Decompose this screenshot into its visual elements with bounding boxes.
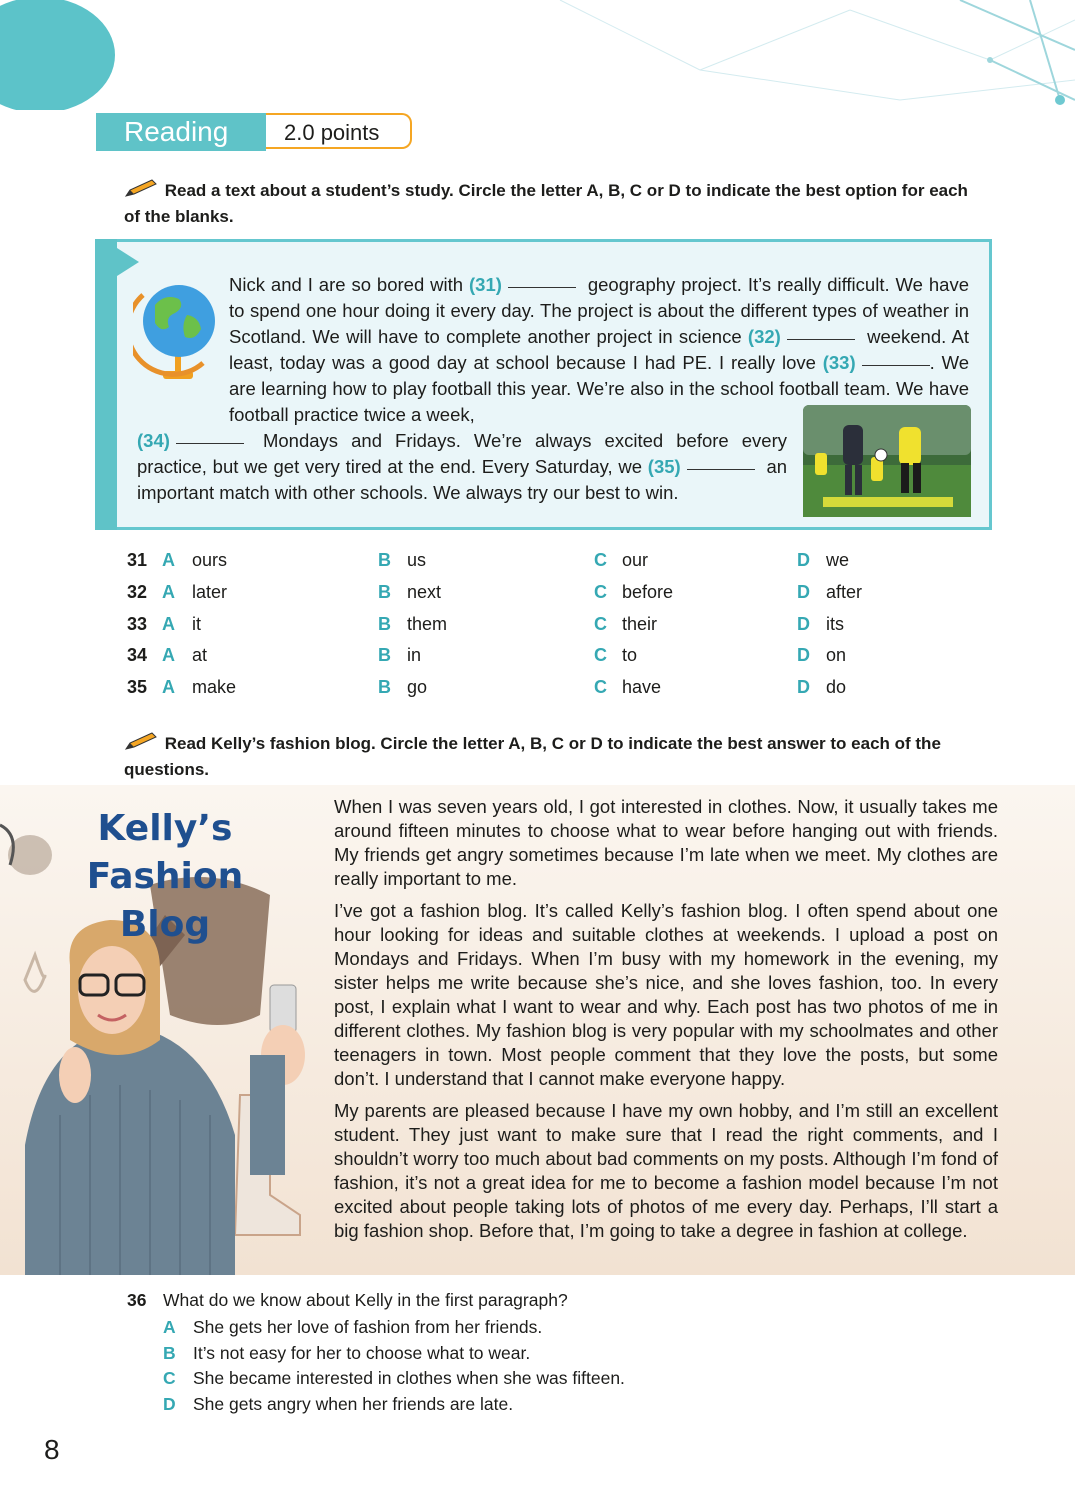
part1-instruction-block xyxy=(124,178,984,230)
question-number: 32 xyxy=(127,582,148,602)
reading-box-arrow xyxy=(117,248,139,276)
blog-paragraph-3: My parents are pleased because I have my own hobby, and I’m still an excellent student. They just want to make sure that I read the right comments, and I shouldn’t worry too much about bad comments on my posts. Although I’m fond of fashion, it’s not a great idea for me to become a fashion model because I’m not excited about people taking lots of photos of me every day. Perhaps, I’ll start a big fashion shop. Before that, I’m going to take a degree in fashion at college. xyxy=(334,1100,998,1241)
passage-bottom xyxy=(137,428,787,506)
option-text: our xyxy=(622,550,649,570)
section-points: 2.0 points xyxy=(266,113,412,149)
globe-icon xyxy=(133,275,221,385)
option-text: next xyxy=(407,582,442,602)
option-letter-c[interactable]: C xyxy=(594,645,607,665)
question-number: 33 xyxy=(127,614,148,634)
option-text: on xyxy=(826,645,847,665)
blank-34-label: (34) xyxy=(137,430,170,451)
answer-36-b[interactable]: B It’s not easy for her to choose what to wear. xyxy=(163,1343,531,1363)
blank-33[interactable] xyxy=(862,364,930,366)
option-letter-d[interactable]: D xyxy=(797,614,810,634)
question-number: 31 xyxy=(127,550,148,570)
blank-32-label: (32) xyxy=(747,326,781,347)
option-text: their xyxy=(622,614,658,634)
part2-instruction: Read Kelly’s fashion blog. Circle the letter A, B, C or D to indicate the best answer to each of the questions. xyxy=(124,734,941,779)
part2-instruction-block xyxy=(124,731,984,783)
answer-36-a[interactable]: A She gets her love of fashion from her friends. xyxy=(163,1317,543,1337)
blank-32[interactable] xyxy=(787,338,855,340)
option-text: do xyxy=(826,677,847,697)
option-text: in xyxy=(407,645,422,665)
option-letter-d[interactable]: D xyxy=(797,645,810,665)
answer-36-d[interactable]: D She gets angry when her friends are late. xyxy=(163,1394,514,1414)
answer-36-c[interactable]: C She became interested in clothes when she was fifteen. xyxy=(163,1368,625,1388)
option-letter-d[interactable]: D xyxy=(797,582,810,602)
option-letter-a[interactable]: A xyxy=(162,614,175,634)
question-36 xyxy=(127,1290,568,1311)
blog-title xyxy=(60,805,270,949)
blank-33-label: (33) xyxy=(822,352,856,373)
blank-31[interactable] xyxy=(508,286,576,288)
option-text: later xyxy=(192,582,228,602)
option-text: before xyxy=(622,582,674,602)
option-text: its xyxy=(826,614,844,634)
option-text: them xyxy=(407,614,448,634)
blank-35[interactable] xyxy=(687,468,755,470)
option-letter-a[interactable]: A xyxy=(162,550,175,570)
pencil-icon xyxy=(124,178,160,198)
option-letter-b[interactable]: B xyxy=(378,614,391,634)
passage-text-1: Nick and I are so bored with xyxy=(229,274,464,295)
option-letter-c[interactable]: C xyxy=(594,582,607,602)
option-text: go xyxy=(407,677,428,697)
blog-paragraph-1: When I was seven years old, I got interested in clothes. Now, it usually takes me around fifteen minutes to choose what to wear before hanging out with friends. My friends get angry sometimes because I’m late when we meet. My clothes are really important to me. xyxy=(334,796,998,889)
option-letter-c[interactable]: C xyxy=(594,550,607,570)
option-letter-c[interactable]: C xyxy=(594,614,607,634)
option-letter-b[interactable]: B xyxy=(378,677,391,697)
pencil-icon xyxy=(124,731,160,751)
blank-31-label: (31) xyxy=(469,274,502,295)
passage-text-2: geography project. It’s really difficult. We have to spend one hour doing it every day. The project is about the different types of weather in Scotland. We will have to complete another project in science xyxy=(229,274,969,347)
option-text: we xyxy=(826,550,850,570)
option-letter-b[interactable]: B xyxy=(378,550,391,570)
blog-title-line2: Fashion Blog xyxy=(86,856,244,945)
part1-instruction: Read a text about a student’s study. Circle the letter A, B, C or D to indicate the best option for each of the blanks. xyxy=(124,181,968,226)
option-letter-b[interactable]: B xyxy=(378,645,391,665)
football-practice-photo xyxy=(803,405,971,517)
blank-35-label: (35) xyxy=(647,456,681,477)
section-title: Reading xyxy=(96,113,266,151)
option-text: at xyxy=(192,645,208,665)
passage-text-4: . We are learning how to play football this year. We’re also in the school football team. We have football practice twice a week, xyxy=(229,352,969,425)
header-decoration xyxy=(0,0,1075,110)
option-text: make xyxy=(192,677,237,697)
question-number: 35 xyxy=(127,677,148,697)
passage-text-3: weekend. At least, today was a good day at school because I had PE. I really love xyxy=(229,326,969,373)
option-text: after xyxy=(826,582,863,602)
option-letter-d[interactable]: D xyxy=(797,550,810,570)
option-letter-a[interactable]: A xyxy=(162,582,175,602)
blog-paragraph-2: I’ve got a fashion blog. It’s called Kelly’s fashion blog. I often spend about one hour looking for ideas and suitable clothes at weekends. I upload a post on Mondays and Fridays. When I’m busy with my homework in the evening, my sister helps me write because she’s nice, and she loves fashion, too. In every post, I explain what I want to wear and why. Each post has two photos of me in different clothes. My fashion blog is very popular with my schoolmates and other teenagers in town. Most people comment that they love the posts, but some don’t. I understand that I cannot make everyone happy. xyxy=(334,900,998,1089)
blank-34[interactable] xyxy=(176,442,244,444)
option-letter-c[interactable]: C xyxy=(594,677,607,697)
teal-globe-decoration xyxy=(0,0,115,110)
reading-box-edge xyxy=(95,239,117,530)
option-letter-a[interactable]: A xyxy=(162,645,175,665)
question-number: 34 xyxy=(127,645,148,665)
option-text: us xyxy=(407,550,427,570)
question-36-number: 36 xyxy=(127,1290,147,1310)
page-number: 8 xyxy=(44,1434,60,1465)
option-letter-d[interactable]: D xyxy=(797,677,810,697)
passage-text-5: Mondays and Fridays. We’re always excited before every practice, but we get very tired at the end. Every Saturday, we xyxy=(137,430,787,477)
passage-text-6: an important match with other schools. We always try our best to win. xyxy=(137,456,788,503)
blog-title-line1: Kelly’s xyxy=(97,808,233,849)
option-text: have xyxy=(622,677,662,697)
option-text: it xyxy=(192,614,201,634)
option-text: to xyxy=(622,645,638,665)
option-letter-b[interactable]: B xyxy=(378,582,391,602)
question-36-text: What do we know about Kelly in the first paragraph? xyxy=(163,1290,568,1310)
option-letter-a[interactable]: A xyxy=(162,677,175,697)
option-text: ours xyxy=(192,550,228,570)
